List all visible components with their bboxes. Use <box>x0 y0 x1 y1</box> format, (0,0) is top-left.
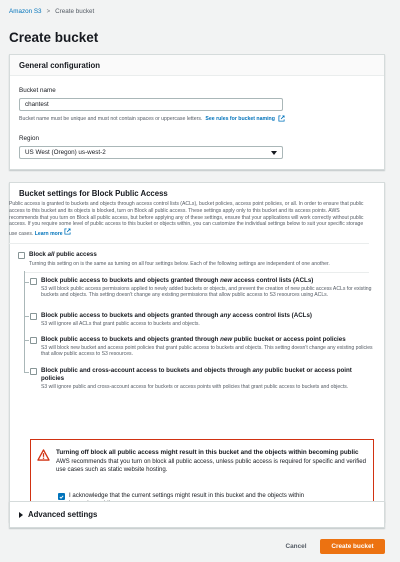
tree-connector <box>24 282 29 283</box>
warning-icon <box>37 449 50 461</box>
acknowledge-checkbox[interactable] <box>58 493 65 500</box>
rules-for-bucket-naming-link[interactable]: See rules for bucket naming <box>205 115 275 122</box>
bucket-name-hint <box>19 115 285 122</box>
block-public-access-header <box>10 183 384 203</box>
block-new-acls-checkbox[interactable] <box>30 278 37 285</box>
block-any-acls-checkbox[interactable] <box>30 313 37 320</box>
block-all-public-access-label <box>29 251 97 259</box>
block-public-access-intro <box>9 201 369 238</box>
block-all-title-emphasis: all <box>47 251 55 258</box>
block-public-access-intro-text: Public access is granted to buckets and objects through access control lists (ACLs), bucket policies, access point policies, or all. In order to ensure that public access to this bucket and its objects is blocked, turn on Block all public access. These settings apply only to this bucket and its access points. AWS recommends that you turn on Block all public access, but before applying any of these settings, ensure that your applications will work correctly without public access. If you require some level of public access to this bucket or objects within, you can customize the individual settings below to suit your specific storage use cases. <box>9 201 364 238</box>
option-title-part: access control lists (ACLs) <box>230 312 312 319</box>
block-all-title-part: public access <box>54 251 97 258</box>
tree-connector <box>24 372 29 373</box>
option-title-part: public bucket or access point policies <box>41 367 352 382</box>
learn-more-link[interactable]: Learn more <box>34 231 63 238</box>
block-all-title-part: Block <box>29 251 48 258</box>
create-bucket-button[interactable]: Create bucket <box>320 539 385 554</box>
warning-text: AWS recommends that you turn on block all public access, unless public access is required for specific and verified use cases such as static website hosting. <box>56 458 367 473</box>
checkmark-icon <box>59 494 64 500</box>
tree-connector <box>24 316 29 317</box>
cancel-button[interactable]: Cancel <box>276 539 316 554</box>
bucket-name-label: Bucket name <box>19 87 56 94</box>
region-select[interactable] <box>19 146 283 159</box>
tree-connector <box>24 340 29 341</box>
option-title-emphasis: new <box>220 277 233 284</box>
block-public-access-title: Bucket settings for Block Public Access <box>19 188 168 198</box>
section-divider <box>25 272 369 273</box>
option-title-emphasis: any <box>252 367 264 374</box>
breadcrumb-separator: > <box>46 8 51 15</box>
option-title-part: Block public and cross-account access to buckets and objects through <box>41 367 253 374</box>
region-select-value: US West (Oregon) us-west-2 <box>25 149 106 156</box>
block-new-policies-label <box>41 336 371 344</box>
option-title-part: Block public access to buckets and objects granted through <box>41 277 221 284</box>
page-title: Create bucket <box>9 30 99 45</box>
block-all-public-access-checkbox[interactable] <box>18 252 25 259</box>
bucket-name-hint-text: Bucket name must be unique and must not contain spaces or uppercase letters. <box>19 115 203 122</box>
block-any-acls-desc: S3 will ignore all ACLs that grant public access to buckets and objects. <box>41 321 200 327</box>
region-label: Region <box>19 135 39 142</box>
block-any-acls-label <box>41 312 371 320</box>
chevron-down-icon <box>271 151 277 155</box>
option-title-emphasis: any <box>220 312 231 319</box>
option-title-part: Block public access to buckets and objects granted through <box>41 336 221 343</box>
external-link-icon <box>64 228 71 235</box>
section-divider <box>9 243 369 244</box>
block-new-acls-desc: S3 will block public access permissions applied to newly added buckets or objects, and prevent the creation of new public access ACLs for existing buckets and objects. This setting doesn't change any existing permissions that allow public access to S3 resources using ACLs. <box>41 286 372 299</box>
general-configuration-header <box>10 55 384 76</box>
breadcrumb-current: Create bucket <box>55 8 95 15</box>
option-title-part: Block public access to buckets and objects granted through <box>41 312 221 319</box>
bucket-name-input[interactable] <box>19 98 283 111</box>
option-title-part: access control lists (ACLs) <box>232 277 314 284</box>
breadcrumb-amazon-s3[interactable]: Amazon S3 <box>9 8 42 15</box>
option-title-emphasis: new <box>220 336 233 343</box>
block-new-policies-desc: S3 will block new bucket and access point policies that grant public access to buckets and objects. This setting doesn't change any existing policies that allow public access to S3 resources. <box>41 345 373 358</box>
breadcrumb <box>9 8 94 15</box>
general-configuration-title: General configuration <box>19 60 101 70</box>
general-configuration-panel <box>9 54 385 170</box>
block-any-policies-desc: S3 will ignore public and cross-account access for buckets or access points with policies that grant public access to buckets and objects. <box>41 384 349 390</box>
acknowledge-label: I acknowledge that the current settings might result in this bucket and the objects within <box>69 492 305 499</box>
block-any-policies-checkbox[interactable] <box>30 368 37 375</box>
block-new-policies-checkbox[interactable] <box>30 337 37 344</box>
caret-right-icon <box>19 512 23 518</box>
block-any-policies-label <box>41 367 371 382</box>
advanced-settings-expander[interactable] <box>9 501 385 528</box>
warning-title: Turning off block all public access might result in this bucket and the objects within becoming public <box>56 449 359 456</box>
advanced-settings-label: Advanced settings <box>28 510 98 519</box>
block-all-public-access-desc: Turning this setting on is the same as turning on all four settings below. Each of the following settings are independent of one another. <box>29 261 330 267</box>
option-title-part: public bucket or access point policies <box>232 336 346 343</box>
external-link-icon <box>278 115 285 122</box>
block-new-acls-label <box>41 277 371 285</box>
tree-connector <box>24 271 25 373</box>
